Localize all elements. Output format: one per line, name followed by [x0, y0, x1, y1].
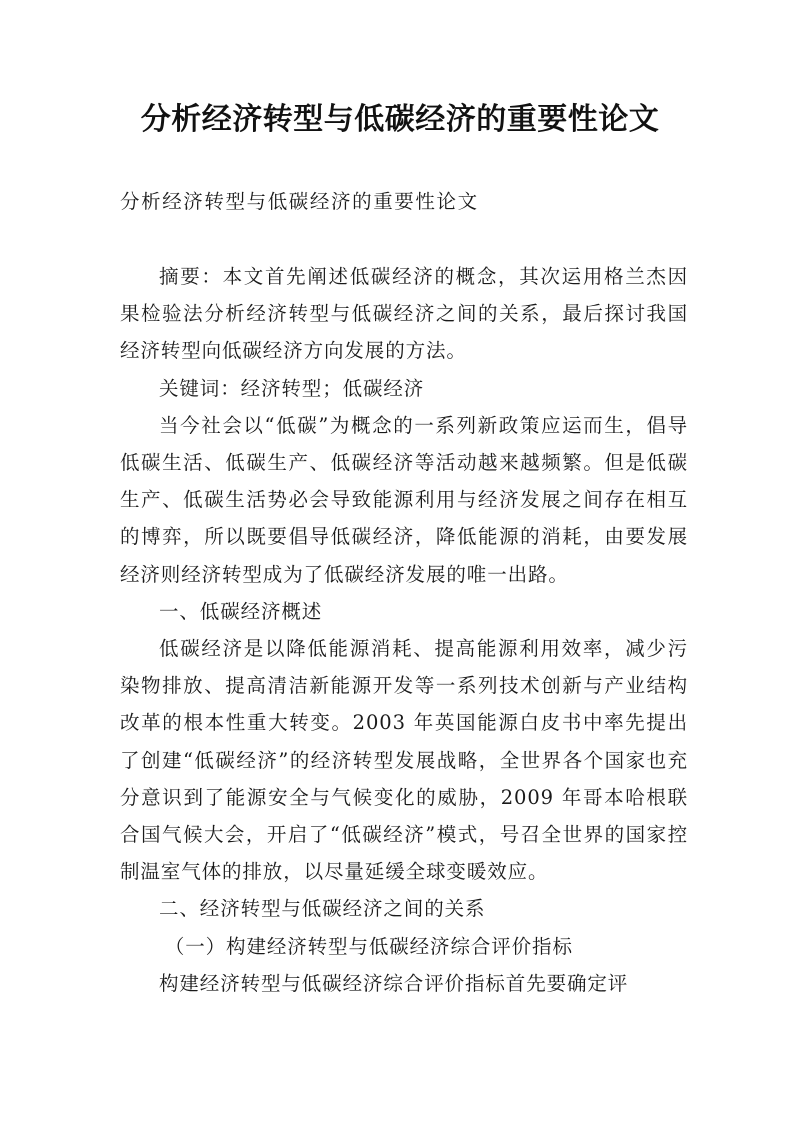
section-1-paragraph: 低碳经济是以降低能源消耗、提高能源利用效率，减少污染物排放、提高清洁新能源开发等一系列技术创新与产业结构改革的根本性重大转变。2003 年英国能源白皮书中率先提出了创建“低碳经济”的经济转型发展战略，全世界各个国家也充分意识到了能源安全与气候变化的威胁，2009 年哥本哈根联合国气候大会，开启了“低碳经济”模式，号召全世界的国家控制温室气体的排放，以尽量延缓全球变暖效应。 [120, 637, 688, 884]
section-2-subheading: （一）构建经济转型与低碳经济综合评价指标 [164, 934, 573, 958]
abstract-paragraph: 摘要：本文首先阐述低碳经济的概念，其次运用格兰杰因果检验法分析经济转型与低碳经济之间的关系，最后探讨我国经济转型向低碳经济方向发展的方法。 [120, 265, 688, 363]
document-body [120, 258, 688, 1002]
document-subtitle: 分析经济转型与低碳经济的重要性论文 [120, 190, 479, 213]
document-title: 分析经济转型与低碳经济的重要性论文 [140, 102, 660, 137]
section-2-paragraph: 构建经济转型与低碳经济综合评价指标首先要确定评 [159, 971, 629, 995]
section-1-heading: 一、低碳经济概述 [159, 599, 323, 623]
keywords-line: 关键词：经济转型；低碳经济 [159, 376, 425, 400]
section-2-heading: 二、经济转型与低碳经济之间的关系 [159, 897, 486, 921]
intro-paragraph: 当今社会以“低碳”为概念的一系列新政策应运而生，倡导低碳生活、低碳生产、低碳经济等活动越来越频繁。但是低碳生产、低碳生活势必会导致能源利用与经济发展之间存在相互的博弈，所以既要倡导低碳经济，降低能源的消耗，由要发展经济则经济转型成为了低碳经济发展的唯一出路。 [120, 413, 688, 586]
